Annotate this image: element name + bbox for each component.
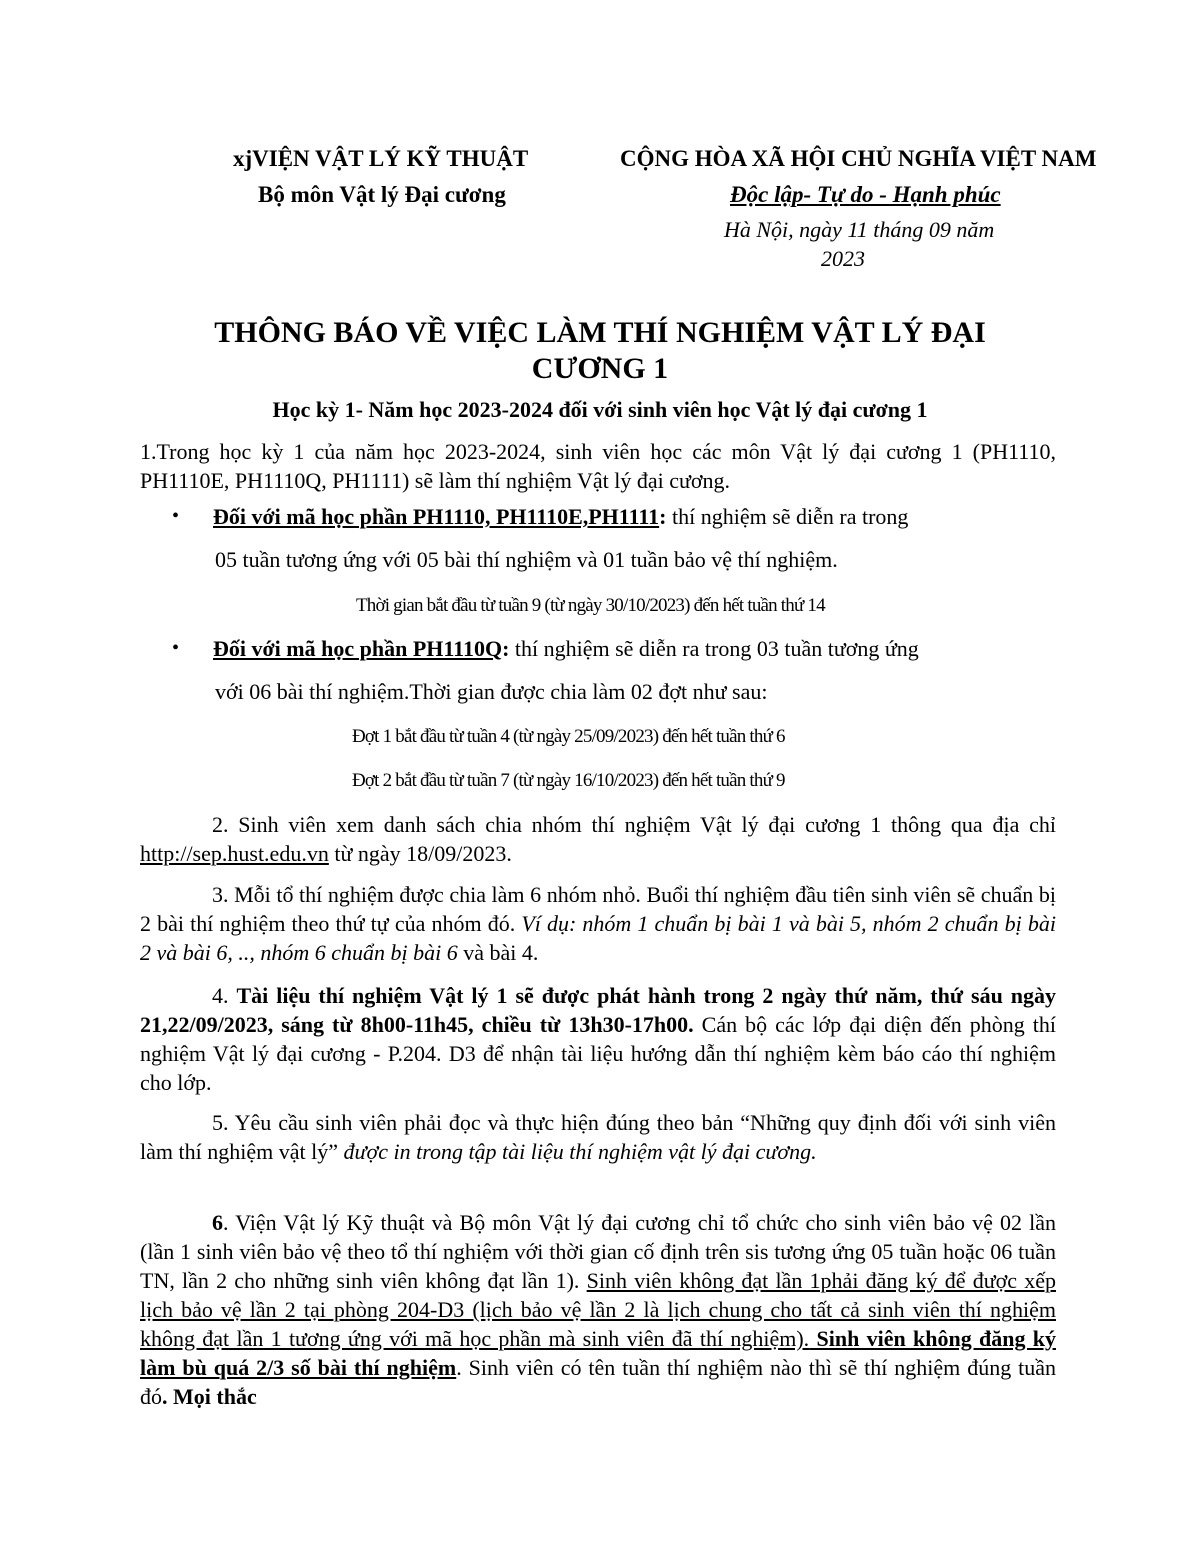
section-3-text: 3. Mỗi tổ thí nghiệm được chia làm 6 nhóm nhỏ. Buổi thí nghiệm đầu tiên sinh viên sẽ chuẩn bị 2 bài thí nghiệm theo thứ tự của nhóm đó. xyxy=(140,882,1056,936)
section-6-bold-end: . Mọi thắc xyxy=(162,1384,257,1409)
section-1-intro: 1.Trong học kỳ 1 của năm học 2023-2024, sinh viên học các môn Vật lý đại cương 1 (PH1110, PH1110E, PH1110Q, PH1111) sẽ làm thí nghiệm Vật lý đại cương. xyxy=(140,439,1056,493)
department-name: Bộ môn Vật lý Đại cương xyxy=(258,182,506,207)
bullet-2 xyxy=(193,634,1063,663)
section-6-text-b: . Sinh viên có tên tuần thí nghiệm nào thì sẽ thí nghiệm đúng tuần đó xyxy=(140,1355,1056,1409)
document-title-line2: CƯƠNG 1 xyxy=(531,352,669,385)
section-3-example: Ví dụ: nhóm 1 chuẩn bị bài 1 và bài 5, nhóm 2 chuẩn bị bài 2 và bài 6, .., nhóm 6 chuẩn bị bài 6 xyxy=(140,911,1056,965)
section-2 xyxy=(140,810,1056,868)
section-4-text: Cán bộ các lớp đại diện đến phòng thí nghiệm Vật lý đại cương - P.204. D3 để nhận tài liệu hướng dẫn thí nghiệm kèm báo cáo thí nghiệm cho lớp. xyxy=(140,1012,1056,1095)
bullet-1-text: thí nghiệm sẽ diễn ra trong xyxy=(666,504,909,529)
date-year: 2023 xyxy=(821,246,865,271)
section-5-italic: được in trong tập tài liệu thí nghiệm vật lý đại cương. xyxy=(337,1139,817,1164)
section-6 xyxy=(140,1208,1056,1411)
section-2-text: 2. Sinh viên xem danh sách chia nhóm thí nghiệm Vật lý đại cương 1 thông qua địa chỉ xyxy=(212,812,1056,837)
national-motto: Độc lập- Tự do - Hạnh phúc xyxy=(730,182,1001,207)
section-3 xyxy=(140,880,1056,967)
nation-title: CỘNG HÒA XÃ HỘI CHỦ NGHĨA VIỆT NAM xyxy=(620,146,1097,171)
section-4-number: 4. xyxy=(212,983,237,1008)
bullet-1-marker: • xyxy=(172,505,180,527)
bullet-1-continued: 05 tuần tương ứng với 05 bài thí nghiệm và 01 tuần bảo vệ thí nghiệm. xyxy=(215,547,838,572)
section-4-bold: Tài liệu thí nghiệm Vật lý 1 sẽ được phát hành trong 2 ngày thứ năm, thứ sáu ngày 21,22/09/2023, sáng từ 8h00-11h45, chiều từ 13h30-17h00. xyxy=(140,983,1056,1037)
phase-1-schedule: Đợt 1 bắt đầu từ tuần 4 (từ ngày 25/09/2023) đến hết tuần thứ 6 xyxy=(352,726,785,747)
section-2-date: từ ngày 18/09/2023. xyxy=(328,841,512,866)
section-5 xyxy=(140,1108,1056,1166)
bullet-2-marker: • xyxy=(172,637,180,659)
bullet-2-colon: : xyxy=(502,636,510,661)
bullet-2-continued: với 06 bài thí nghiệm.Thời gian được chia làm 02 đợt như sau: xyxy=(215,679,768,704)
document-title: THÔNG BÁO VỀ VIỆC LÀM THÍ NGHIỆM VẬT LÝ ĐẠI xyxy=(214,316,986,349)
section-5-text: 5. Yêu cầu sinh viên phải đọc và thực hiện đúng theo bản “Những quy định đối với sinh viên làm thí nghiệm vật lý” xyxy=(140,1110,1056,1164)
bullet-1 xyxy=(193,502,1063,531)
section-6-number: 6 xyxy=(212,1210,223,1235)
bullet-1-lead: Đối với mã học phần PH1110, PH1110E,PH1111 xyxy=(213,504,660,529)
bullet-1-schedule: Thời gian bắt đầu từ tuần 9 (từ ngày 30/10/2023) đến hết tuần thứ 14 xyxy=(356,595,825,616)
bullet-2-text: thí nghiệm sẽ diễn ra trong 03 tuần tương ứng xyxy=(509,636,919,661)
section-6-underlined: Sinh viên không đạt lần 1phải đăng ký để được xếp lịch bảo vệ lần 2 tại phòng 204-D3 (lịch bảo vệ lần 2 là lịch chung cho tất cả sinh viên thí nghiệm không đạt lần 1 tương ứng với mã học phần mà sinh viên đã thí nghiệm). xyxy=(140,1268,1056,1351)
sep-link[interactable]: http://sep.hust.edu.vn xyxy=(140,841,329,866)
institute-name: xjVIỆN VẬT LÝ KỸ THUẬT xyxy=(233,146,529,171)
bullet-1-colon: : xyxy=(659,504,667,529)
section-6-text: . Viện Vật lý Kỹ thuật và Bộ môn Vật lý đại cương chỉ tổ chức cho sinh viên bảo vệ 02 lần (lần 1 sinh viên bảo vệ theo tổ thí nghiệm với thời gian cố định trên sis tương ứng 05 tuần hoặc 06 tuần TN, lần 2 cho những sinh viên không đạt lần 1). xyxy=(140,1210,1056,1293)
phase-2-schedule: Đợt 2 bắt đầu từ tuần 7 (từ ngày 16/10/2023) đến hết tuần thứ 9 xyxy=(352,770,785,791)
date-line: Hà Nội, ngày 11 tháng 09 năm xyxy=(724,217,995,242)
bullet-2-lead: Đối với mã học phần PH1110Q xyxy=(213,636,503,661)
section-4 xyxy=(140,981,1056,1097)
section-3-end: và bài 4. xyxy=(457,940,539,965)
document-subtitle: Học kỳ 1- Năm học 2023-2024 đối với sinh viên học Vật lý đại cương 1 xyxy=(272,397,928,422)
section-6-bold-underlined: Sinh viên không đăng ký làm bù quá 2/3 số bài thí nghiệm xyxy=(140,1326,1057,1380)
